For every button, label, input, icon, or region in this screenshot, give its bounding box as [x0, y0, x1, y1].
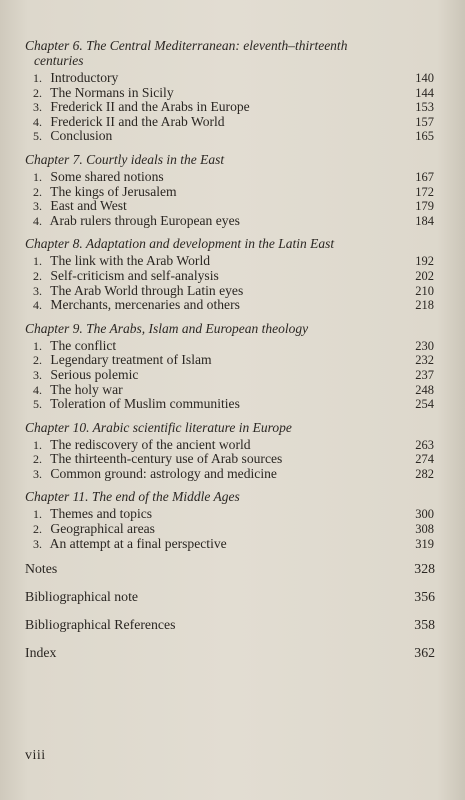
- entry-label: The Normans in Sicily: [50, 84, 174, 100]
- entry-page: 254: [415, 397, 434, 412]
- toc-entry: [25, 368, 435, 383]
- toc-entry: [25, 467, 435, 482]
- entry-page: 184: [415, 213, 434, 228]
- toc-entry: [25, 339, 435, 354]
- entry-label: The conflict: [50, 337, 117, 353]
- entry-label: Arab rulers through European eyes: [49, 212, 240, 228]
- toc-entry: [25, 522, 435, 537]
- chapter-title: Chapter 9. The Arabs, Islam and European theology: [25, 320, 309, 336]
- entry-number: 2.: [33, 522, 42, 537]
- entry-label: Legendary treatment of Islam: [50, 352, 212, 368]
- toc-entry: [25, 507, 435, 522]
- entry-number: 1.: [33, 507, 42, 522]
- entry-number: 1.: [33, 437, 42, 452]
- entry-number: 2.: [33, 353, 42, 368]
- page-folio: viii: [25, 748, 46, 763]
- chapter-6: [25, 38, 435, 144]
- entry-page: 167: [415, 169, 434, 184]
- entry-label: Frederick II and the Arab World: [50, 113, 225, 129]
- entry-page: 308: [415, 522, 434, 537]
- entry-number: 3.: [33, 283, 42, 298]
- entry-label: East and West: [50, 198, 127, 214]
- entry-label: Some shared notions: [50, 168, 164, 184]
- chapter-9: [25, 321, 435, 412]
- toc-entry: [25, 537, 435, 552]
- back-matter-entry: [25, 561, 435, 576]
- toc-entry: [25, 214, 435, 229]
- entry-page: 210: [415, 283, 434, 298]
- entry-label: The thirteenth-century use of Arab sources: [50, 451, 283, 467]
- chapter-title: Chapter 8. Adaptation and development in the Latin East: [25, 236, 335, 252]
- back-matter-page: 358: [414, 617, 435, 633]
- entry-number: 3.: [33, 367, 42, 382]
- back-matter-label: Index: [25, 645, 57, 661]
- entry-label: Serious polemic: [50, 366, 139, 382]
- entry-number: 2.: [33, 85, 42, 100]
- entry-page: 153: [415, 100, 434, 115]
- entry-page: 165: [415, 129, 434, 144]
- back-matter-label: Bibliographical note: [25, 589, 139, 605]
- toc-entry: [25, 452, 435, 467]
- toc-entry: [25, 100, 435, 115]
- entry-number: 3.: [33, 199, 42, 214]
- table-of-contents: [25, 38, 435, 660]
- entry-label: Geographical areas: [50, 521, 155, 537]
- chapter-10: [25, 420, 435, 482]
- entry-page: 157: [415, 114, 434, 129]
- entry-label: Conclusion: [50, 128, 113, 144]
- entry-page: 263: [415, 437, 434, 452]
- toc-entry: [25, 254, 435, 269]
- back-matter-label: Notes: [25, 561, 58, 577]
- back-matter-page: 356: [414, 589, 435, 605]
- entry-label: Self-criticism and self-analysis: [50, 267, 219, 283]
- entry-label: The kings of Jerusalem: [50, 183, 177, 199]
- entry-label: The holy war: [50, 381, 123, 397]
- entry-page: 300: [415, 507, 434, 522]
- chapter-8: [25, 236, 435, 312]
- entry-label: Toleration of Muslim communities: [50, 396, 240, 412]
- entry-page: 232: [415, 353, 434, 368]
- entry-number: 1.: [33, 169, 42, 184]
- back-matter-entry: [25, 617, 435, 632]
- back-matter-entry: [25, 645, 435, 660]
- entry-number: 4.: [33, 114, 42, 129]
- chapter-title: Chapter 10. Arabic scientific literature in Europe: [25, 419, 292, 435]
- chapter-7: [25, 152, 435, 228]
- entry-page: 282: [415, 466, 434, 481]
- entry-page: 237: [415, 367, 434, 382]
- entry-number: 2.: [33, 452, 42, 467]
- entry-number: 5.: [33, 129, 42, 144]
- chapter-title: Chapter 11. The end of the Middle Ages: [25, 489, 240, 505]
- entry-page: 230: [415, 338, 434, 353]
- entry-number: 3.: [33, 536, 42, 551]
- entry-label: An attempt at a final perspective: [49, 535, 227, 551]
- entry-page: 140: [415, 71, 434, 85]
- chapter-title: [25, 38, 435, 68]
- chapter-title: Chapter 7. Courtly ideals in the East: [25, 151, 225, 167]
- toc-entry: [25, 185, 435, 200]
- toc-entry: [25, 284, 435, 299]
- toc-entry: [25, 383, 435, 398]
- entry-label: The rediscovery of the ancient world: [50, 436, 251, 452]
- entry-number: 3.: [33, 100, 42, 115]
- entry-label: Common ground: astrology and medicine: [50, 465, 277, 481]
- entry-label: Frederick II and the Arabs in Europe: [50, 99, 250, 115]
- entry-number: 1.: [33, 338, 42, 353]
- back-matter-entry: [25, 589, 435, 604]
- chapter-11: [25, 489, 435, 551]
- entry-page: 319: [415, 536, 434, 551]
- toc-entry: [25, 438, 435, 453]
- entry-page: 274: [415, 452, 434, 467]
- entry-page: 202: [415, 268, 434, 283]
- entry-page: 172: [415, 184, 434, 199]
- toc-entry: [25, 71, 435, 86]
- entry-label: The link with the Arab World: [50, 253, 211, 269]
- toc-entry: [25, 298, 435, 313]
- entry-number: 5.: [33, 397, 42, 412]
- entry-number: 2.: [33, 268, 42, 283]
- entry-label: Merchants, mercenaries and others: [50, 297, 240, 313]
- toc-entry: [25, 397, 435, 412]
- back-matter-page: 328: [414, 561, 435, 577]
- back-matter-label: Bibliographical References: [25, 617, 176, 633]
- entry-number: 1.: [33, 71, 42, 85]
- toc-entry: [25, 115, 435, 130]
- entry-page: 179: [415, 199, 434, 214]
- entry-page: 248: [415, 382, 434, 397]
- entry-label: The Arab World through Latin eyes: [50, 282, 244, 298]
- toc-entry: [25, 86, 435, 101]
- entry-number: 4.: [33, 213, 42, 228]
- toc-entry: [25, 129, 435, 144]
- entry-number: 4.: [33, 382, 42, 397]
- chapter-title-continuation: centuries: [34, 53, 84, 68]
- entry-label: Introductory: [50, 70, 119, 85]
- entry-number: 3.: [33, 466, 42, 481]
- back-matter-page: 362: [414, 645, 435, 661]
- entry-page: 144: [415, 85, 434, 100]
- entry-number: 1.: [33, 254, 42, 269]
- entry-label: Themes and topics: [50, 506, 153, 522]
- toc-entry: [25, 170, 435, 185]
- entry-number: 4.: [33, 298, 42, 313]
- entry-page: 192: [415, 254, 434, 269]
- toc-entry: [25, 199, 435, 214]
- entry-number: 2.: [33, 184, 42, 199]
- entry-page: 218: [415, 298, 434, 313]
- toc-entry: [25, 269, 435, 284]
- toc-entry: [25, 353, 435, 368]
- chapter-title-line: Chapter 6. The Central Mediterranean: eleventh–thirteenth: [25, 38, 348, 53]
